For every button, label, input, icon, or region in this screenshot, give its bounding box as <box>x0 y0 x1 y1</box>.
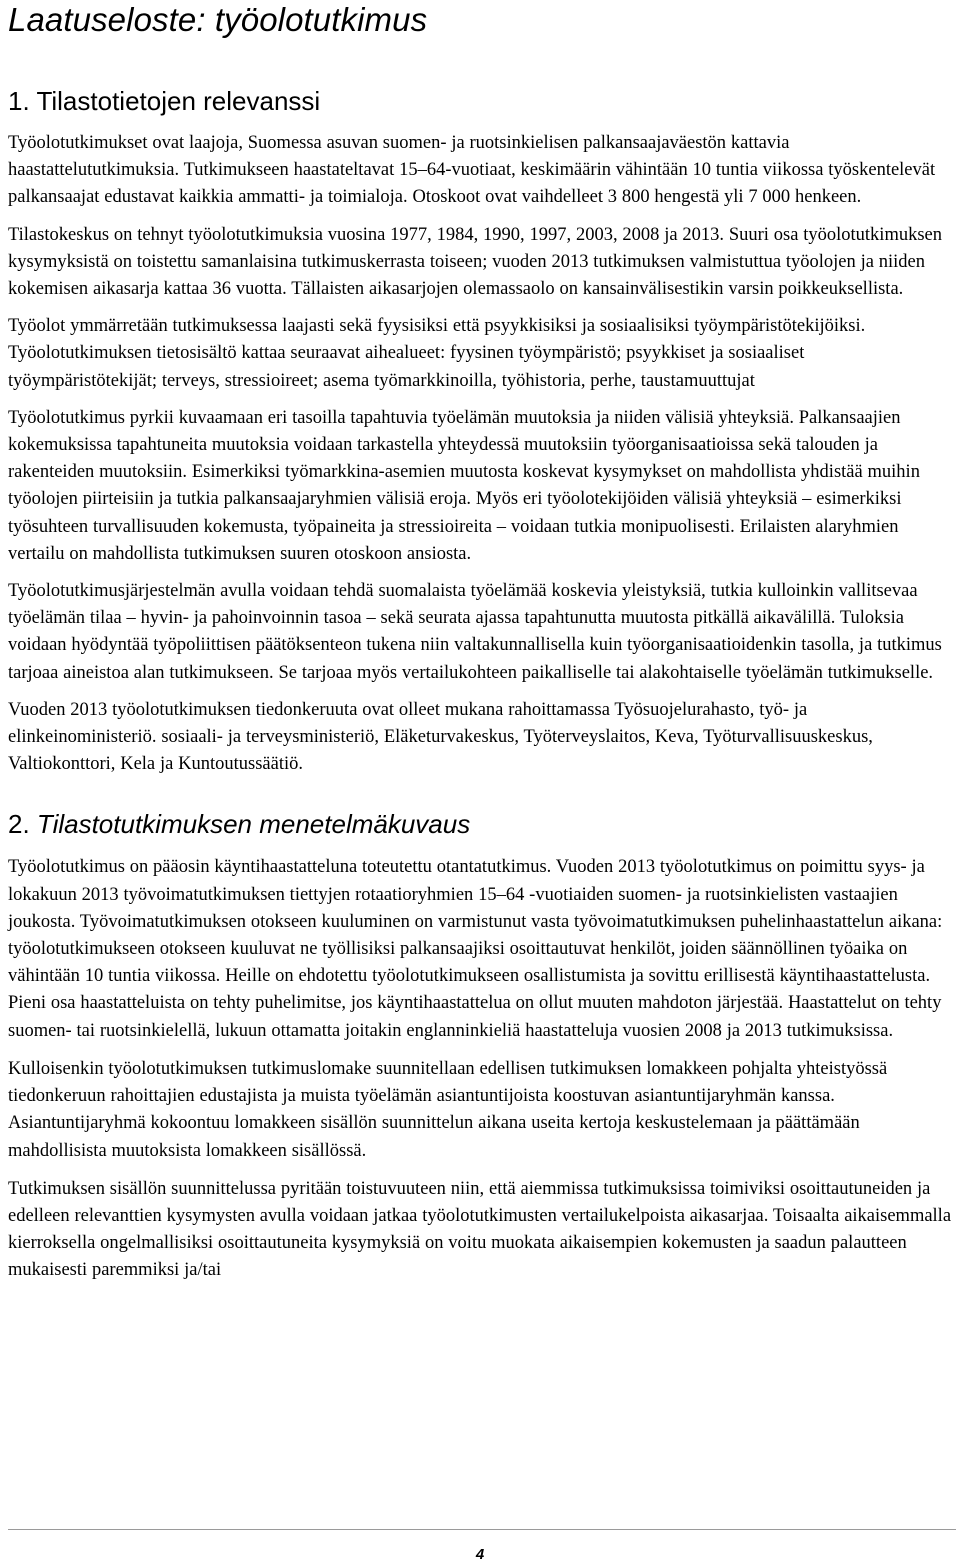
document-page <box>8 0 956 1285</box>
section-1-paragraph-2: Tilastokeskus on tehnyt työolotutkimuksia vuosina 1977, 1984, 1990, 1997, 2003, 2008 ja 2013. Suuri osa työolotutkimuksen kysymyksistä on toistettu samanlaisina tutkimuskerrasta toiseen; vuoden 2013 tutkimuksen valmistuttua työolojen ja niiden kokemisen aikasarja kattaa 36 vuotta. Tällaisten aikasarjojen olemassaolo on kansainvälisestikin varsin poikkeuksellista. <box>8 224 942 300</box>
section-1-paragraph-4: Työolotutkimus pyrkii kuvaamaan eri tasoilla tapahtuvia työelämän muutoksia ja niiden välisiä yhteyksiä. Palkansaajien kokemuksissa tapahtuneita muutoksia voidaan tarkastella yhteydessä muutoksiin työorganisaatioissa sekä talouden ja rakenteiden muutoksiin. Esimerkiksi työmarkkina-asemien muutosta koskevat kysymykset on mahdollista yhdistää muihin työolojen piirteisiin ja tutkia palkansaajaryhmien välisiä eroja. Myös eri työolotekijöiden välisiä yhteyksiä – esimerkiksi työsuhteen turvallisuuden kokemusta, työpaineita ja stressioireita – voidaan tutkia monipuolisesti. Erilaisten alaryhmien vertailu on mahdollista tutkimuksen suuren otoskoon ansiosta. <box>8 407 920 564</box>
section-1-paragraph-1: Työolotutkimukset ovat laajoja, Suomessa asuvan suomen- ja ruotsinkielisen palkansaajaväestön kattavia haastattelututkimuksia. Tutkimukseen haastateltavat 15–64-vuotiaat, keskimäärin vähintään 10 tuntia viikossa työskentelevät palkansaajat edustavat kaikkia ammatti- ja toimialoja. Otoskoot ovat vaihdelleet 3 800 hengestä yli 7 000 henkeen. <box>8 133 936 208</box>
page-number: 4 <box>475 1546 485 1563</box>
section-1-paragraph-5: Työolotutkimusjärjestelmän avulla voidaan tehdä suomalaista työelämää koskevia yleistyksiä, tutkia kulloinkin vallitsevaa työelämän tilaa – hyvin- ja pahoinvoinnin tasoa – sekä seurata ajassa tapahtunutta muutosta pitkällä aikavälillä. Tuloksia voidaan hyödyntää työpoliittisen päätöksenteon tukena niin valtakunnallisella kuin työorganisaatioidenkin tasolla, ja tutkimus tarjoaa aineistoa alan tutkimukseen. Se tarjoaa myös vertailukohteen paikalliselle tai alakohtaiselle työelämän tutkimukselle. <box>8 581 942 683</box>
section-2-number: 2. <box>8 809 30 840</box>
section-1-number: 1. <box>8 86 30 116</box>
section-1-body <box>8 130 956 778</box>
section-2-heading <box>8 808 956 840</box>
section-1-heading <box>8 85 956 117</box>
section-2-paragraph-2: Kulloisenkin työolotutkimuksen tutkimuslomake suunnitellaan edellisen tutkimuksen lomakkeen pohjalta yhteistyössä tiedonkeruun rahoittajien edustajista ja muista työelämän asiantuntijoista koostuvan asiantuntijaryhmän kanssa. Asiantuntijaryhmä kokoontuu lomakkeen sisällön suunnittelun aikana useita kertoja keskustelemaan ja päättämään mahdollisista muutoksista lomakkeen sisällössä. <box>8 1058 888 1161</box>
section-2-body <box>8 854 956 1284</box>
section-1-paragraph-6: Vuoden 2013 työolotutkimuksen tiedonkeruuta ovat olleet mukana rahoittamassa Työsuojelurahasto, työ- ja elinkeinoministeriö. sosiaali- ja terveysministeriö, Eläketurvakeskus, Työterveyslaitos, Keva, Työturvallisuuskeskus, Valtiokonttori, Kela ja Kuntoutussäätiö. <box>8 699 873 775</box>
document-title: Laatuseloste: työolotutkimus <box>8 1 428 38</box>
section-1-title: Tilastotietojen relevanssi <box>36 86 321 116</box>
section-1-paragraph-3: Työolot ymmärretään tutkimuksessa laajasti sekä fyysisiksi että psyykkisiksi ja sosiaalisiksi työympäristötekijöiksi. Työolotutkimuksen tietosisältö kattaa seuraavat aihealueet: fyysinen työympäristö; psyykkiset ja sosiaaliset työympäristötekijät; terveys, stressioireet; asema työmarkkinoilla, työhistoria, perhe, taustamuuttujat <box>8 316 866 391</box>
section-2-title: Tilastotutkimuksen menetelmäkuvaus <box>36 809 471 840</box>
section-2-paragraph-3: Tutkimuksen sisällön suunnittelussa pyritään toistuvuuteen niin, että aiemmissa tutkimuksissa toimiviksi osoittautuneiden ja edelleen relevanttien kysymysten avulla voidaan jatkaa työolotutkimusten vertailukelpoista aikasarjaa. Toisaalta aikaisemmalla kierroksella ongelmallisiksi osoittautuneita kysymyksiä on voitu muokata aikaisempien kokemusten ja saadun palautteen mukaisesti paremmiksi ja/tai <box>8 1178 952 1281</box>
section-2-paragraph-1: Työolotutkimus on pääosin käyntihaastatteluna toteutettu otantatutkimus. Vuoden 2013 työolotutkimus on poimittu syys- ja lokakuun 2013 työvoimatutkimuksen tiettyjen rotaatioryhmien 15–64 -vuotiaiden suomen- ja ruotsinkielisten vastaajien joukosta. Työvoimatutkimuksen otokseen kuuluminen on varmistunut vasta työvoimatutkimuksen puhelinhaastattelun aikana: työolotutkimukseen otokseen kuuluvat ne työllisiksi palkansaajiksi osoittautuvat henkilöt, joiden säännöllinen työaika on vähintään 10 tuntia viikossa. Heille on ehdotettu työolotutkimukseen osallistumista ja sovittu erillisestä käyntihaastattelusta. Pieni osa haastatteluista on tehty puhelimitse, jos käyntihaastattelua on ollut muuten mahdoton järjestää. Haastattelut on tehty suomen- tai ruotsinkielellä, lukuun ottamatta joitakin englanninkieliä haastatteluja vuosien 2008 ja 2013 tutkimuksissa. <box>8 857 943 1041</box>
footer-divider <box>8 1529 956 1530</box>
